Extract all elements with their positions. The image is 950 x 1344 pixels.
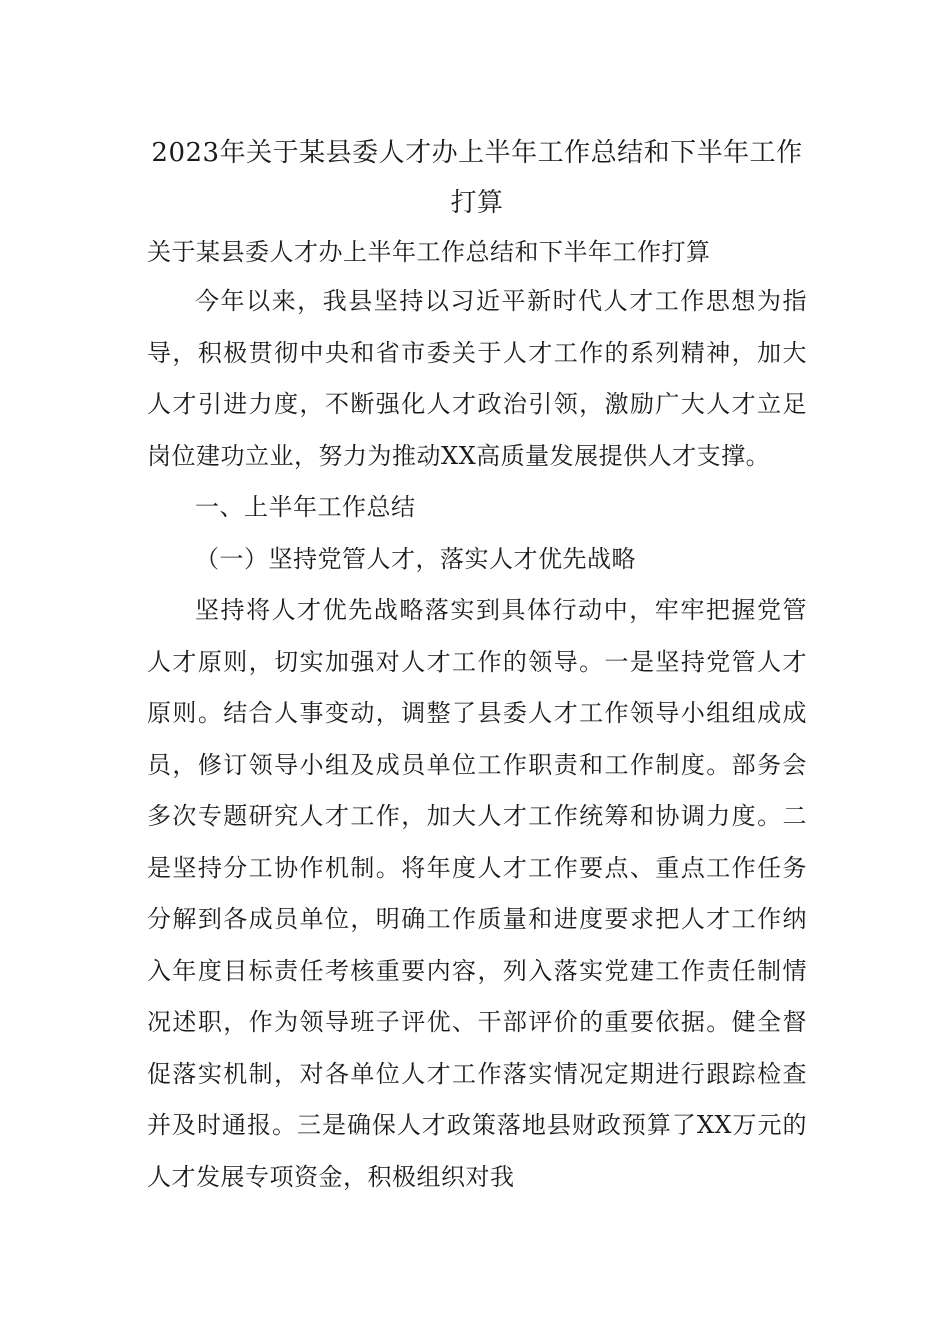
document-title: 2023年关于某县委人才办上半年工作总结和下半年工作打算 xyxy=(151,138,803,218)
section-heading: 一、上半年工作总结 xyxy=(195,493,416,521)
intro-paragraph: 今年以来，我县坚持以习近平新时代人才工作思想为指导，积极贯彻中央和省市委关于人才工作的系列精神，加大人才引进力度，不断强化人才政治引领，激励广大人才立足岗位建功立业，努力为推动XX高质量发展提供人才支撑。 xyxy=(147,287,807,470)
document-subtitle: 关于某县委人才办上半年工作总结和下半年工作打算 xyxy=(147,238,711,266)
document-page xyxy=(147,128,807,1203)
body-paragraph: 坚持将人才优先战略落实到具体行动中，牢牢把握党管人才原则，切实加强对人才工作的领导。一是坚持党管人才原则。结合人事变动，调整了县委人才工作领导小组组成成员，修订领导小组及成员单位工作职责和工作制度。部务会多次专题研究人才工作，加大人才工作统筹和协调力度。二是坚持分工协作机制。将年度人才工作要点、重点工作任务分解到各成员单位，明确工作质量和进度要求把人才工作纳入年度目标责任考核重要内容，列入落实党建工作责任制情况述职，作为领导班子评优、干部评价的重要依据。健全督促落实机制，对各单位人才工作落实情况定期进行跟踪检查并及时通报。三是确保人才政策落地县财政预算了XX万元的人才发展专项资金，积极组织对我 xyxy=(147,596,807,1191)
section-subheading: （一）坚持党管人才，落实人才优先战略 xyxy=(195,544,636,573)
